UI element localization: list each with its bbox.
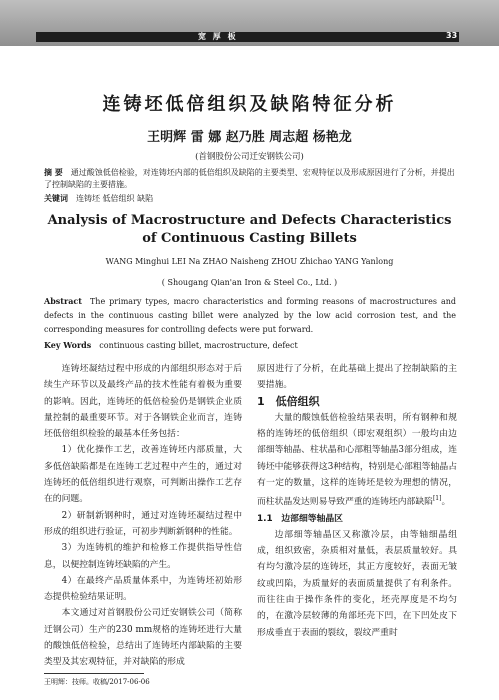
paragraph-item-3: 3）为连铸机的维护和检修工作提供指导性信息，以便控制连铸坯缺陷的产生。 xyxy=(44,543,242,570)
paragraph-macrostructure xyxy=(257,410,457,511)
abstract-chinese xyxy=(44,167,456,191)
keywords-chinese-text: 连铸坯 低倍组织 缺陷 xyxy=(76,194,154,203)
affiliation-english: ( Shougang Qian'an Iron & Steel Co., Ltd. ) xyxy=(161,278,338,287)
paragraph-chill-zone: 边部细等轴晶区又称激冷层，由等轴细晶组成，组织致密，杂质相对量低，表层质量较好。具有均匀激冷层的连铸坯，其正方度较好，表面无皱纹或凹陷，为质量好的表面质量提供了有利条件。而往往由于操作条件的变化，坯壳厚度是不均匀的，在激冷层较薄的角部坯壳下凹，在下凹处皮下形成垂直于表面的裂纹，裂纹严重时 xyxy=(257,529,457,638)
title-english-line1: Analysis of Macrostructure and Defects Characteristics xyxy=(47,213,452,228)
abstract-english xyxy=(44,294,456,337)
journal-header-bar xyxy=(36,32,459,42)
keywords-english-text: continuous casting billet, macrostructure, defect xyxy=(99,341,298,350)
keywords-chinese-label: 关键词 xyxy=(44,194,68,203)
footnote-author-info: 王明辉：技师。收稿/2017-06-06 xyxy=(44,678,150,686)
title-english xyxy=(0,212,499,248)
keywords-chinese xyxy=(44,193,456,204)
paragraph-macrostructure-text: 大量的酸蚀低倍检验结果表明，所有钢种和规格的连铸坯的低倍组织（即宏观组织）一般均由边部细等轴晶、柱状晶和心部粗等轴晶3部分组成，连铸坯中能够获得这3种结构，特别是心部粗等轴晶占有一定的数量，这样的连铸坯是较为理想的情况，而柱状晶发达则易导致严重的连铸坯内部缺陷 xyxy=(257,412,457,508)
paragraph-item-1: 1）优化操作工艺，改善连铸坯内部质量，大多低倍缺陷都是在连铸工艺过程中产生的，通过对连铸坯的低倍组织进行观察，可判断出操作工艺存在的问题。 xyxy=(44,445,242,505)
citation-ref: [1] xyxy=(432,495,442,503)
section-heading-1: 1 低倍组织 xyxy=(257,394,320,408)
page-number: 33 xyxy=(446,31,458,40)
footnote-rule xyxy=(44,673,144,674)
keywords-english-label: Key Words xyxy=(44,340,92,350)
paragraph-continued: 原因进行了分析，在此基础上提出了控制缺陷的主要措施。 xyxy=(257,364,457,391)
authors-chinese: 王明辉 雷 娜 赵乃胜 周志超 杨艳龙 xyxy=(147,130,352,145)
body-left-column xyxy=(44,361,242,671)
journal-name: 宽 厚 板 xyxy=(198,32,238,41)
abstract-chinese-text: 通过酸蚀低倍检验，对连铸坯内部的低倍组织及缺陷的主要类型、宏观特征以及形成原因进行了分析，并提出了控制缺陷的主要措施。 xyxy=(44,168,455,189)
paragraph-method: 本文通过对首钢股份公司迁安钢铁公司（简称迁钢公司）生产的230 mm规格的连铸坯进行大量的酸蚀低倍检验，总结出了连铸坯内部缺陷的主要类型及其宏观特征，并对缺陷的形成 xyxy=(44,608,242,668)
paragraph-macrostructure-end: 。 xyxy=(441,497,451,508)
keywords-english xyxy=(44,340,456,350)
abstract-english-label: Abstract xyxy=(44,296,82,306)
title-chinese: 连铸坯低倍组织及缺陷特征分析 xyxy=(102,94,397,115)
abstract-english-text: The primary types, macro characteristics and forming reasons of macrostructures and defects in the continuous casting billet were analyzed by the low acid corrosion test, and the corresponding measures for controlling defects were put forward. xyxy=(44,297,456,334)
affiliation-chinese: (首钢股份公司迁安钢铁公司) xyxy=(195,152,304,162)
paragraph-item-2: 2）研制新钢种时，通过对连铸坯凝结过程中形成的组织进行验证，可初步判断新钢种的性能。 xyxy=(44,510,242,537)
authors-english: WANG Minghui LEI Na ZHAO Naisheng ZHOU Zhichao YANG Yanlong xyxy=(105,257,394,266)
subsection-heading-1-1: 1.1 边部细等轴晶区 xyxy=(257,513,343,524)
abstract-chinese-label: 摘 要 xyxy=(44,168,63,177)
body-right-column xyxy=(257,361,457,641)
paragraph-intro: 连铸坯凝结过程中形成的内部组织形态对于后续生产环节以及最终产品的技术性能有着极为重要的影响。因此，连铸坯的低倍检验仍是钢铁企业质量控制的最重要环节。对于各钢铁企业而言，连铸坯低倍组织检验的最基本任务包括： xyxy=(44,364,242,440)
paragraph-item-4: 4）在最终产品质量体系中，为连铸坯初始形态提供检验结果证明。 xyxy=(44,575,242,603)
title-english-line2: of Continuous Casting Billets xyxy=(142,231,357,246)
